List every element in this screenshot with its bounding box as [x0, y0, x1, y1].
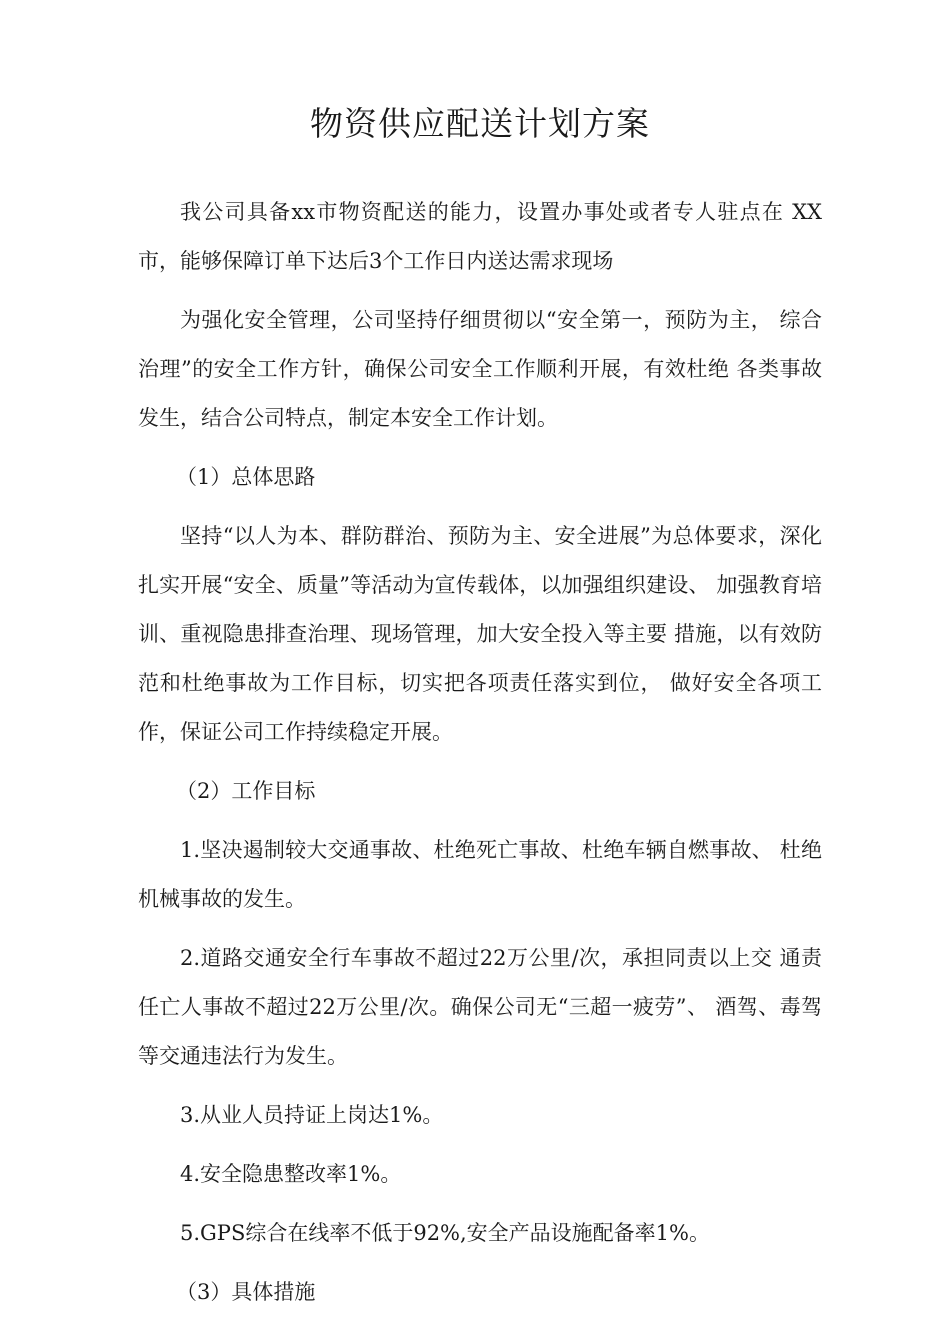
section-heading-specific-measures: （3）具体措施: [176, 1280, 316, 1304]
goal-item-1: 1.坚决遏制较大交通事故、杜绝死亡事故、杜绝车辆自燃事故、 杜绝机械事故的发生。: [138, 838, 822, 911]
goal-item-2: 2.道路交通安全行车事故不超过22万公里/次，承担同责以上交 通责任亡人事故不超过22万公里/次。确保公司无“三超一疲劳”、 酒驾、毒驾等交通违法行为发生。: [138, 946, 822, 1068]
goal-item-3: 3.从业人员持证上岗达1%。: [180, 1103, 444, 1127]
document-title: 物资供应配送计划方案: [310, 104, 650, 143]
section-heading-overall-approach: （1）总体思路: [176, 465, 316, 489]
paragraph-overall-approach: 坚持“以人为本、群防群治、预防为主、安全进展”为总体要求，深化扎实开展“安全、质量”等活动为宣传载体，以加强组织建设、 加强教育培训、重视隐患排查治理、现场管理，加大安全投入等主要 措施，以有效防范和杜绝事故为工作目标，切实把各项责任落实到位， 做好安全各项工作，保证公司工作持续稳定开展。: [138, 524, 822, 744]
paragraph-intro: 我公司具备xx市物资配送的能力，设置办事处或者专人驻点在 XX市，能够保障订单下达后3个工作日内送达需求现场: [138, 200, 822, 273]
goal-item-5: 5.GPS综合在线率不低于92%,安全产品设施配备率1%。: [180, 1221, 710, 1245]
goal-item-4: 4.安全隐患整改率1%。: [180, 1162, 402, 1186]
section-heading-work-goals: （2）工作目标: [176, 779, 316, 803]
paragraph-safety-policy: 为强化安全管理，公司坚持仔细贯彻以“安全第一，预防为主， 综合治理”的安全工作方针，确保公司安全工作顺利开展，有效杜绝 各类事故发生，结合公司特点，制定本安全工作计划。: [138, 308, 822, 430]
